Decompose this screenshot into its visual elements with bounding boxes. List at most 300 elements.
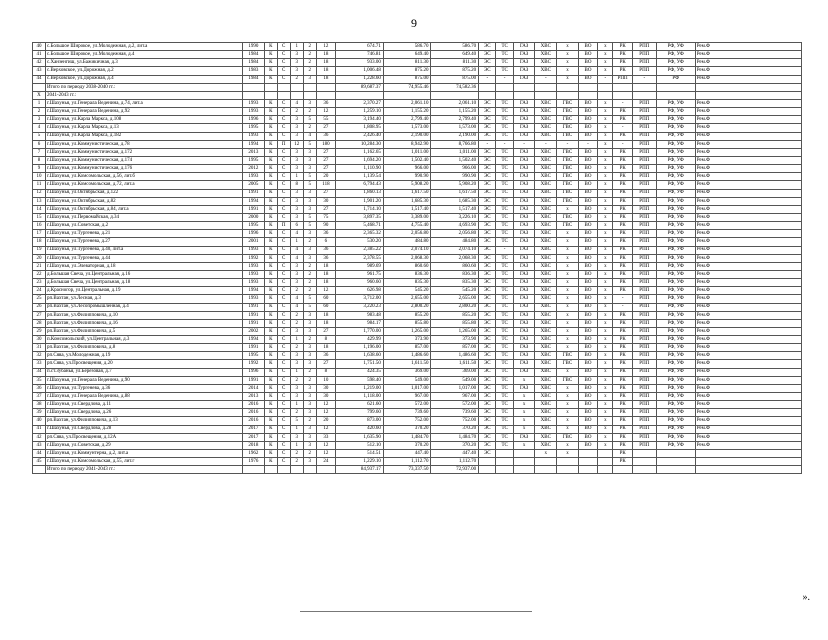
table-cell: 20: [316, 417, 335, 425]
table-cell: К: [264, 458, 277, 466]
table-cell: х: [598, 230, 613, 238]
table-cell: ВО: [578, 360, 597, 368]
table-cell: 27: [33, 311, 46, 319]
table-cell: 2,074.10: [431, 246, 479, 254]
table-cell: ЭС: [479, 384, 496, 392]
table-cell: 3: [290, 327, 303, 335]
table-cell: х: [598, 156, 613, 164]
table-cell: 1,617.50: [383, 189, 431, 197]
table-cell: 2: [303, 51, 316, 59]
table-cell: -: [479, 140, 496, 148]
table-row: [33, 238, 802, 246]
table-cell: РФ, УФ: [656, 165, 695, 173]
table-cell: х: [598, 441, 613, 449]
table-cell: РФ, УФ: [656, 254, 695, 262]
table-cell: [243, 83, 265, 91]
table-cell: 4,755.40: [383, 222, 431, 230]
table-cell: х: [598, 140, 613, 148]
table-cell: 855.80: [383, 319, 431, 327]
table-cell: РК: [613, 270, 632, 278]
table-cell: х: [598, 409, 613, 417]
table-cell: х: [557, 205, 579, 213]
table-cell: [656, 91, 695, 99]
table-cell: С: [277, 197, 290, 205]
table-cell: -: [613, 124, 632, 132]
table-cell: ВО: [578, 165, 597, 173]
table-cell: 11: [33, 181, 46, 189]
table-cell: РФ, УФ: [656, 287, 695, 295]
table-cell: РФ, УФ: [656, 441, 695, 449]
table-cell: ВО: [578, 262, 597, 270]
table-cell: ВО: [578, 205, 597, 213]
table-cell: 29: [33, 327, 46, 335]
table-cell: К: [264, 254, 277, 262]
table-cell: Рем.Ф: [695, 156, 801, 164]
table-cell: ВО: [578, 433, 597, 441]
table-cell: 3: [303, 75, 316, 83]
table-cell: ВО: [578, 43, 597, 51]
table-cell: 42: [33, 433, 46, 441]
table-cell: -: [613, 140, 632, 148]
table-cell: 4,693.90: [431, 222, 479, 230]
table-cell: ВО: [578, 425, 597, 433]
table-cell: 8,766.80: [431, 140, 479, 148]
table-cell: ГВС: [557, 124, 579, 132]
table-cell: ГВС: [557, 148, 579, 156]
table-cell: 18: [33, 238, 46, 246]
table-cell: 1,229.10: [336, 458, 384, 466]
table-cell: 18: [316, 59, 335, 67]
table-cell: РФ, УФ: [656, 238, 695, 246]
table-cell: ЭС: [479, 51, 496, 59]
table-cell: ТС: [496, 165, 513, 173]
table-cell: ХВС: [535, 303, 557, 311]
table-cell: 3: [290, 132, 303, 140]
table-cell: 3: [290, 189, 303, 197]
table-cell: 873.00: [336, 417, 384, 425]
table-cell: г.Шахунья, ул.Тургенева, д.27: [45, 238, 242, 246]
table-cell: РПП: [632, 262, 656, 270]
table-cell: 530.20: [336, 238, 384, 246]
table-cell: [513, 458, 535, 466]
table-cell: Рем.Ф: [695, 401, 801, 409]
table-cell: [303, 466, 316, 474]
table-cell: РПП: [632, 254, 656, 262]
table-cell: х: [598, 384, 613, 392]
table-cell: 967.00: [383, 393, 431, 401]
table-cell: 1984: [243, 75, 265, 83]
table-cell: х: [598, 295, 613, 303]
table-cell: 2: [290, 376, 303, 384]
table-cell: С: [277, 213, 290, 221]
table-cell: 40: [33, 417, 46, 425]
table-cell: 1,808.95: [336, 124, 384, 132]
table-cell: К: [264, 393, 277, 401]
table-cell: 2: [303, 287, 316, 295]
table-row: [33, 384, 802, 392]
table-cell: [277, 83, 290, 91]
table-cell: ЭС: [479, 173, 496, 181]
table-cell: [632, 458, 656, 466]
table-cell: г.Шахунья, ул.Комсомольская, д.56, лит.б: [45, 173, 242, 181]
table-cell: 2,800.20: [431, 303, 479, 311]
table-cell: 1,714.10: [336, 205, 384, 213]
table-cell: х: [598, 213, 613, 221]
table-cell: ХВС: [535, 401, 557, 409]
table-cell: К: [264, 238, 277, 246]
table-cell: х: [557, 368, 579, 376]
table-cell: х: [598, 246, 613, 254]
table-cell: ГВС: [557, 376, 579, 384]
table-cell: х: [513, 441, 535, 449]
table-cell: 1,155.20: [431, 108, 479, 116]
table-cell: Рем.Ф: [695, 433, 801, 441]
table-cell: 1994: [243, 287, 265, 295]
table-cell: ХВС: [535, 433, 557, 441]
table-cell: 2,426.40: [336, 132, 384, 140]
table-row: [33, 319, 802, 327]
table-cell: 18: [316, 262, 335, 270]
table-cell: ВО: [578, 156, 597, 164]
table-cell: 3: [290, 148, 303, 156]
table-cell: -: [557, 140, 579, 148]
table-cell: ВО: [578, 384, 597, 392]
table-cell: 27: [316, 165, 335, 173]
table-cell: ТС: [496, 327, 513, 335]
table-cell: К: [264, 270, 277, 278]
table-cell: [578, 466, 597, 474]
table-cell: РПП: [632, 441, 656, 449]
table-cell: 35: [33, 376, 46, 384]
table-cell: ХВС: [535, 213, 557, 221]
table-cell: С: [277, 254, 290, 262]
table-cell: х: [598, 181, 613, 189]
table-cell: ТС: [496, 238, 513, 246]
table-cell: 5: [303, 303, 316, 311]
table-cell: РФ, УФ: [656, 344, 695, 352]
table-cell: Итого по периоду 2038-2040 гг.:: [45, 83, 242, 91]
table-cell: 1993: [243, 132, 265, 140]
table-cell: г.Шахунья, ул.Генерала Веденина, д.74, лит.а: [45, 99, 242, 107]
table-cell: 2: [290, 75, 303, 83]
table-cell: ВО: [578, 417, 597, 425]
table-cell: [33, 83, 46, 91]
table-cell: 370.20: [383, 441, 431, 449]
table-cell: 1,112.70: [431, 458, 479, 466]
table-cell: ГАЗ: [513, 279, 535, 287]
table-cell: РФ, УФ: [656, 230, 695, 238]
table-cell: ВО: [578, 148, 597, 156]
table-cell: ВО: [578, 295, 597, 303]
table-cell: 3: [303, 254, 316, 262]
table-cell: 10,284.30: [336, 140, 384, 148]
table-cell: х: [557, 450, 579, 458]
table-cell: ЭС: [479, 393, 496, 401]
table-cell: ТС: [496, 425, 513, 433]
table-cell: Рем.Ф: [695, 246, 801, 254]
table-cell: 4: [290, 254, 303, 262]
table-cell: Рем.Ф: [695, 181, 801, 189]
table-cell: С: [277, 51, 290, 59]
table-cell: ГАЗ: [513, 222, 535, 230]
table-cell: 420.60: [336, 425, 384, 433]
table-cell: РПП: [632, 181, 656, 189]
table-cell: 572.00: [431, 401, 479, 409]
table-cell: 2: [290, 311, 303, 319]
table-cell: 3: [290, 433, 303, 441]
table-cell: 983.48: [336, 311, 384, 319]
table-cell: 1,011.00: [431, 148, 479, 156]
table-cell: Рем.Ф: [695, 368, 801, 376]
table-cell: К: [264, 311, 277, 319]
table-cell: ВО: [578, 254, 597, 262]
table-cell: ЭС: [479, 116, 496, 124]
table-cell: РФ, УФ: [656, 222, 695, 230]
table-cell: 2000: [243, 213, 265, 221]
table-row: [33, 59, 802, 67]
table-row: [33, 140, 802, 148]
table-cell: [613, 83, 632, 91]
table-cell: 3,389.00: [383, 213, 431, 221]
table-cell: ЭС: [479, 67, 496, 75]
table-cell: х: [598, 287, 613, 295]
table-row: [33, 417, 802, 425]
table-cell: Рем.Ф: [695, 189, 801, 197]
table-cell: [535, 91, 557, 99]
table-cell: [598, 91, 613, 99]
table-cell: х: [598, 197, 613, 205]
table-row: [33, 51, 802, 59]
table-cell: 84,937.17: [336, 466, 384, 474]
table-cell: ХВС: [535, 189, 557, 197]
table-cell: 72,937.00: [431, 466, 479, 474]
table-cell: ГВС: [557, 116, 579, 124]
table-cell: [656, 466, 695, 474]
table-cell: ХВС: [535, 311, 557, 319]
table-row: [33, 108, 802, 116]
table-cell: ГАЗ: [513, 238, 535, 246]
table-cell: х: [598, 189, 613, 197]
table-cell: 41: [33, 51, 46, 59]
table-cell: ТС: [496, 205, 513, 213]
table-cell: ЭС: [479, 360, 496, 368]
table-cell: ГАЗ: [513, 173, 535, 181]
table-row: [33, 409, 802, 417]
table-cell: х: [557, 441, 579, 449]
table-cell: 3: [303, 165, 316, 173]
table-cell: ХВС: [535, 132, 557, 140]
table-cell: ТС: [496, 59, 513, 67]
table-cell: 2: [290, 319, 303, 327]
table-cell: ТС: [496, 360, 513, 368]
table-cell: 649.40: [383, 51, 431, 59]
table-cell: К: [264, 67, 277, 75]
table-cell: 36: [316, 246, 335, 254]
table-cell: С: [277, 116, 290, 124]
table-cell: 5,908.20: [431, 181, 479, 189]
table-cell: [656, 458, 695, 466]
table-cell: ТС: [496, 433, 513, 441]
table-cell: 984.17: [336, 319, 384, 327]
table-cell: -: [479, 75, 496, 83]
table-cell: 2,365.32: [336, 230, 384, 238]
table-cell: 44: [33, 450, 46, 458]
table-cell: 549.00: [431, 376, 479, 384]
table-cell: [431, 91, 479, 99]
table-cell: 36: [316, 132, 335, 140]
table-cell: ТС: [496, 311, 513, 319]
table-cell: ВО: [578, 197, 597, 205]
table-cell: г.Шахунья, ул.Карла Маркса, д.108: [45, 116, 242, 124]
table-cell: 3: [303, 458, 316, 466]
table-cell: 18: [316, 279, 335, 287]
table-cell: Рем.Ф: [695, 148, 801, 156]
table-cell: 31: [33, 344, 46, 352]
table-cell: [513, 466, 535, 474]
table-cell: 429.99: [336, 336, 384, 344]
table-cell: РПП: [632, 327, 656, 335]
table-cell: С: [277, 181, 290, 189]
table-cell: РК: [613, 222, 632, 230]
table-cell: х: [598, 279, 613, 287]
table-cell: 5: [303, 295, 316, 303]
table-cell: К: [264, 156, 277, 164]
table-cell: 3,226.10: [431, 213, 479, 221]
table-row: [33, 360, 802, 368]
table-cell: ТС: [496, 270, 513, 278]
table-cell: ГВС: [557, 189, 579, 197]
table-cell: 1,017.00: [431, 384, 479, 392]
table-cell: 1,611.50: [383, 360, 431, 368]
table-cell: 3,712.00: [336, 295, 384, 303]
table-cell: х: [513, 393, 535, 401]
table-cell: РПП: [632, 295, 656, 303]
table-cell: ТС: [496, 441, 513, 449]
table-cell: 3: [303, 197, 316, 205]
table-cell: 2005: [243, 181, 265, 189]
table-cell: 36: [316, 254, 335, 262]
table-cell: С: [277, 124, 290, 132]
table-cell: 27: [316, 156, 335, 164]
table-cell: ВО: [578, 99, 597, 107]
table-cell: х: [598, 116, 613, 124]
table-cell: РК: [613, 319, 632, 327]
table-cell: -: [632, 75, 656, 83]
table-cell: 3: [290, 384, 303, 392]
table-cell: Рем.Ф: [695, 352, 801, 360]
table-cell: 1: [290, 173, 303, 181]
table-cell: С: [277, 99, 290, 107]
table-cell: [632, 450, 656, 458]
table-cell: Рем.Ф: [695, 254, 801, 262]
table-cell: К: [264, 108, 277, 116]
table-cell: х: [557, 262, 579, 270]
table-cell: ТС: [496, 303, 513, 311]
table-cell: 2016: [243, 401, 265, 409]
table-cell: ХВС: [535, 352, 557, 360]
table-cell: ГАЗ: [513, 51, 535, 59]
table-row: [33, 222, 802, 230]
table-cell: 9: [33, 165, 46, 173]
table-cell: Рем.Ф: [695, 140, 801, 148]
table-cell: 15: [33, 213, 46, 221]
table-cell: РФ, УФ: [656, 108, 695, 116]
table-cell: С: [277, 352, 290, 360]
table-cell: 835.30: [383, 279, 431, 287]
table-cell: Рем.Ф: [695, 67, 801, 75]
table-cell: 24: [33, 287, 46, 295]
table-cell: ХВС: [535, 336, 557, 344]
table-cell: 1: [290, 441, 303, 449]
table-cell: ГАЗ: [513, 262, 535, 270]
table-cell: ВО: [578, 213, 597, 221]
table-cell: РК: [613, 116, 632, 124]
table-cell: -: [496, 246, 513, 254]
table-cell: х: [557, 393, 579, 401]
table-cell: 1,017.00: [383, 384, 431, 392]
table-cell: г.Шахунья, ул.Тургенева, д.40, лит.а: [45, 246, 242, 254]
table-cell: РК: [613, 238, 632, 246]
table-cell: х: [598, 43, 613, 51]
table-cell: рп.Вахтан, ул.Филипповича, д.8: [45, 344, 242, 352]
table-cell: 1991: [243, 205, 265, 213]
table-cell: 1,611.50: [431, 360, 479, 368]
table-cell: 3: [290, 59, 303, 67]
table-cell: К: [264, 132, 277, 140]
table-cell: [303, 91, 316, 99]
table-cell: 27: [316, 148, 335, 156]
table-cell: 5: [303, 181, 316, 189]
table-cell: 484.80: [383, 238, 431, 246]
table-cell: х: [557, 43, 579, 51]
table-cell: [513, 450, 535, 458]
table-cell: ТС: [496, 262, 513, 270]
table-cell: ГАЗ: [513, 213, 535, 221]
table-cell: РК: [613, 409, 632, 417]
table-cell: С: [277, 433, 290, 441]
table-cell: 960.60: [336, 279, 384, 287]
table-cell: 16: [33, 222, 46, 230]
table-cell: [290, 83, 303, 91]
table-cell: 370.20: [383, 425, 431, 433]
table-cell: 3: [290, 197, 303, 205]
table-cell: 3: [303, 433, 316, 441]
table-cell: К: [264, 279, 277, 287]
table-cell: х: [557, 238, 579, 246]
table-cell: Рем.Ф: [695, 384, 801, 392]
table-cell: К: [264, 140, 277, 148]
table-cell: 967.00: [431, 393, 479, 401]
table-cell: РК: [613, 43, 632, 51]
table-cell: Рем.Ф: [695, 43, 801, 51]
table-cell: РФ, УФ: [656, 181, 695, 189]
table-cell: К: [264, 181, 277, 189]
table-cell: 27: [316, 205, 335, 213]
table-cell: х: [513, 409, 535, 417]
table-cell: ТС: [496, 148, 513, 156]
table-cell: РК: [613, 417, 632, 425]
table-cell: 1: [290, 368, 303, 376]
table-cell: 2,068.30: [431, 254, 479, 262]
table-cell: [290, 466, 303, 474]
table-cell: ЭС: [479, 254, 496, 262]
table-cell: РК: [613, 254, 632, 262]
table-cell: [479, 83, 496, 91]
table-cell: РПП: [632, 401, 656, 409]
table-cell: х: [598, 124, 613, 132]
table-cell: 18: [316, 344, 335, 352]
table-cell: 27: [316, 124, 335, 132]
